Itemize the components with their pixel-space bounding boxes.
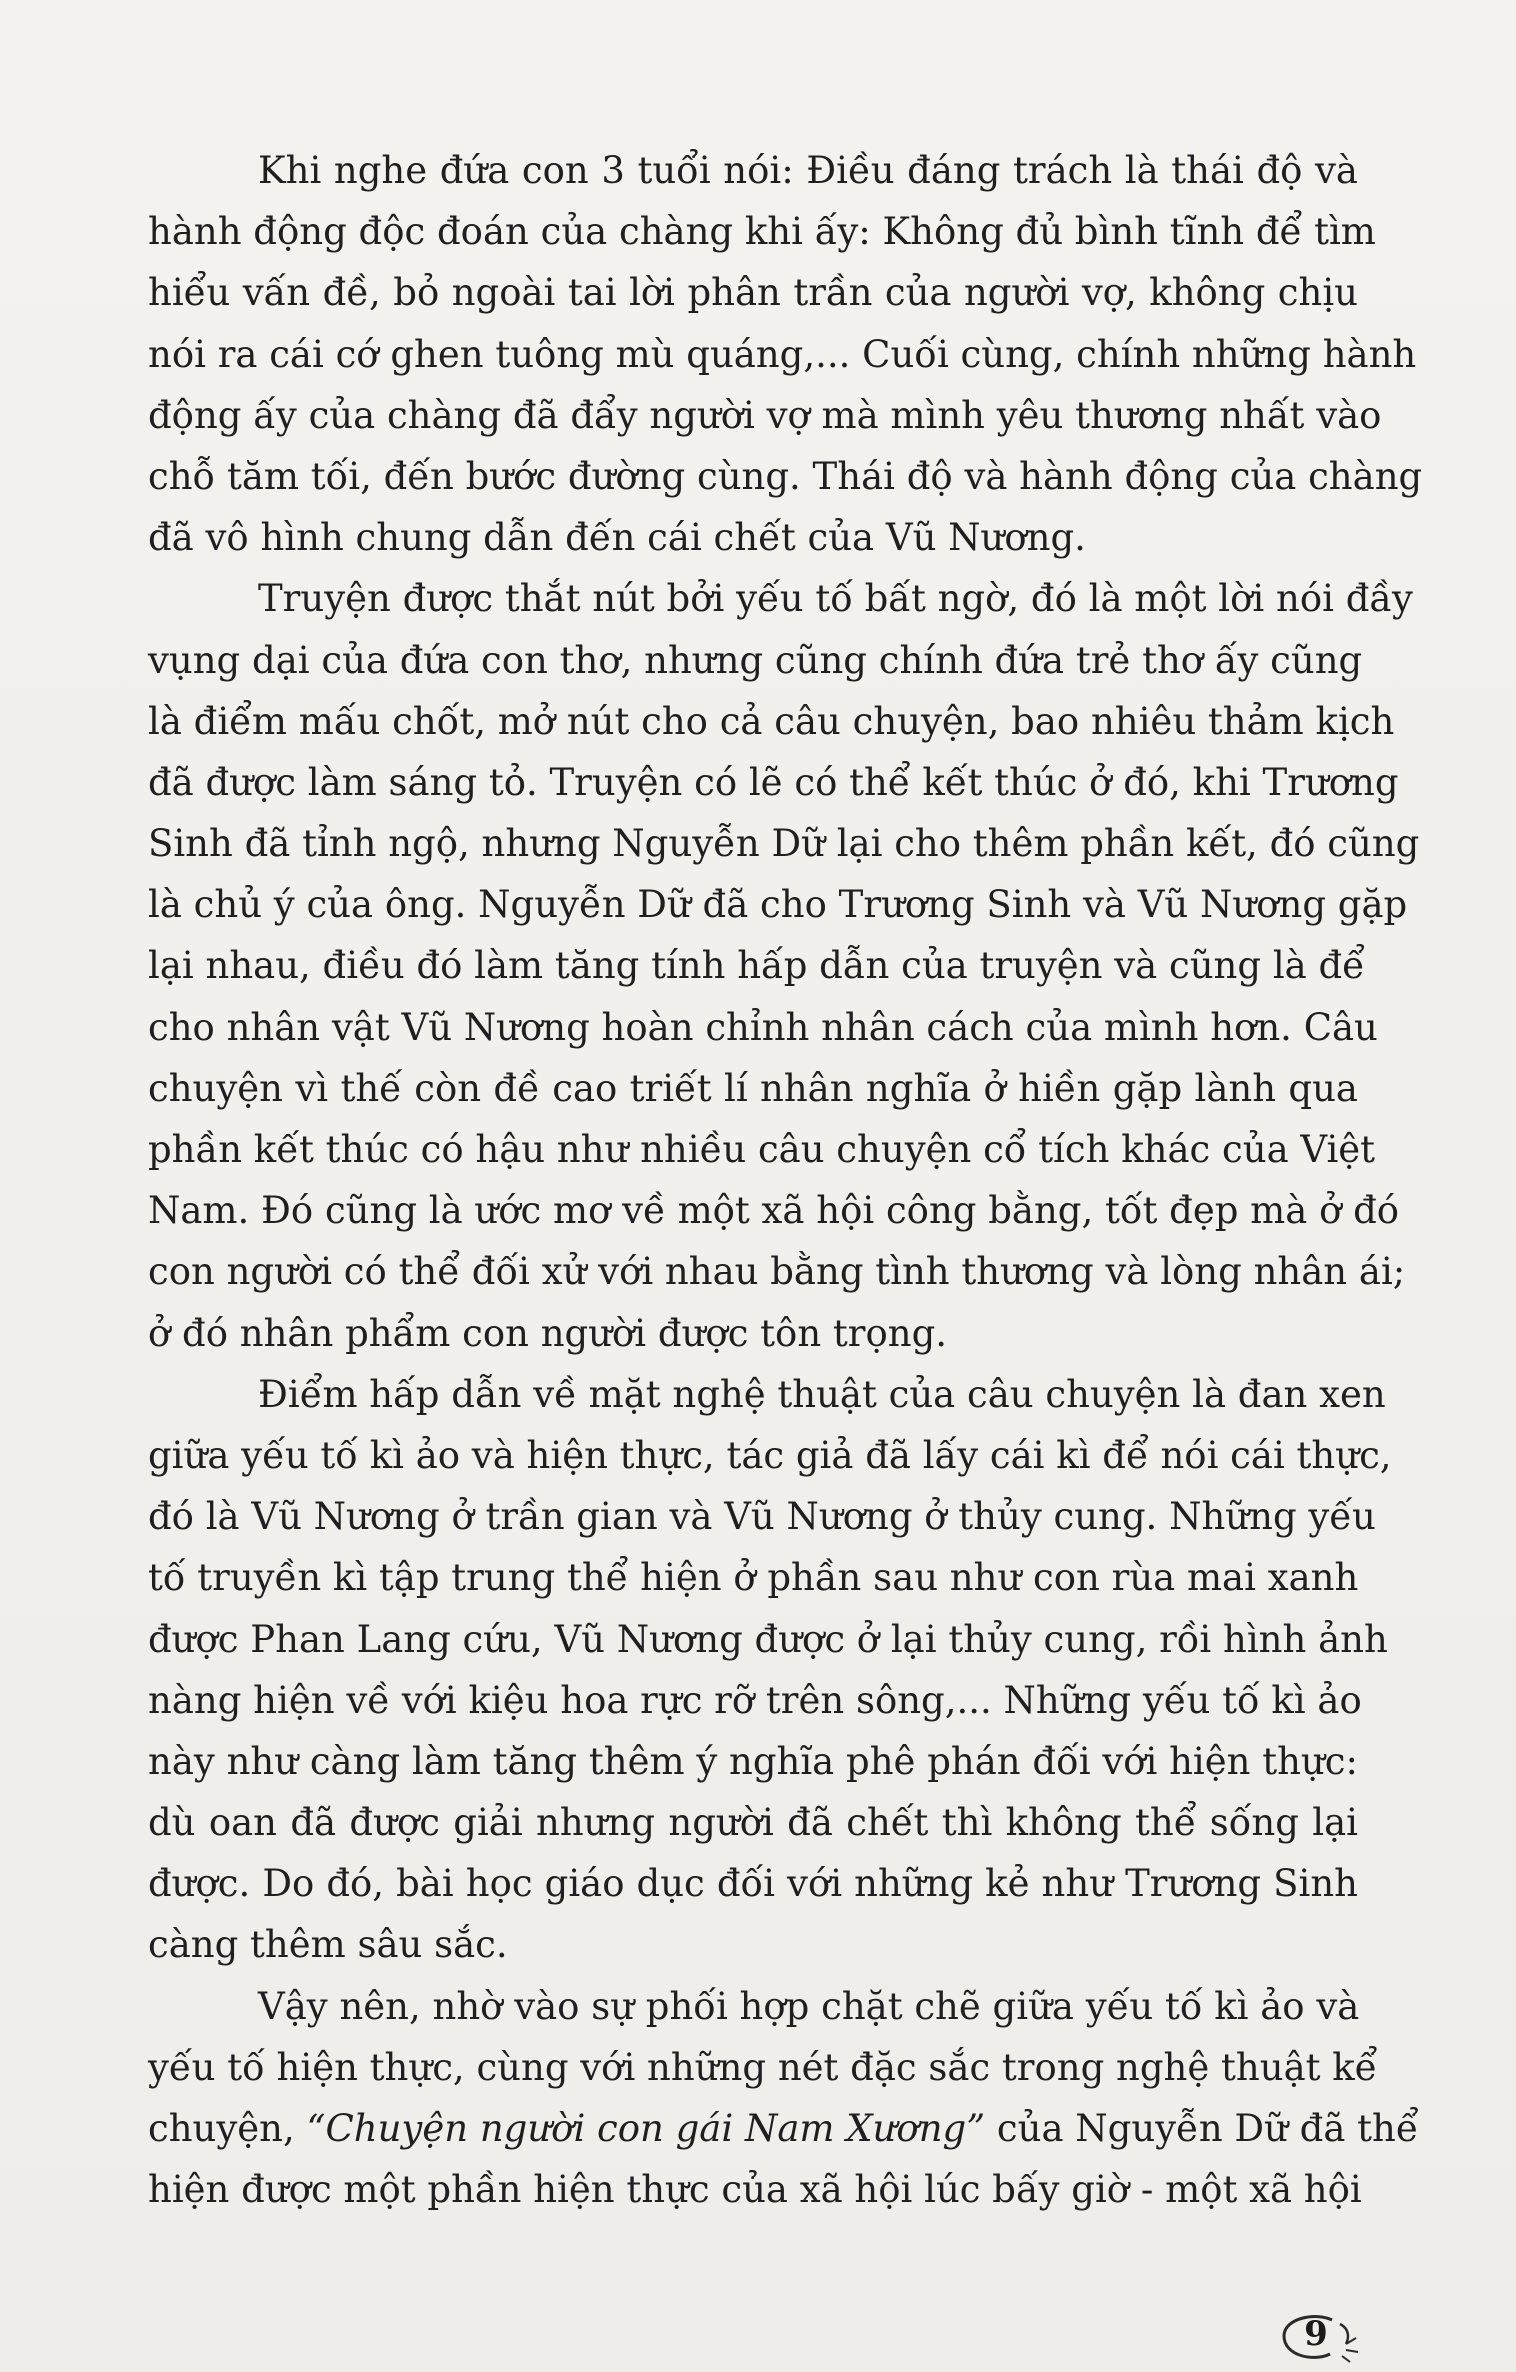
text-line: đã được làm sáng tỏ. Truyện có lẽ có thể kết thúc ở đó, khi Trương [148, 760, 1399, 804]
text-line: Nam. Đó cũng là ước mơ về một xã hội công bằng, tốt đẹp mà ở đó [148, 1189, 1400, 1233]
work-title: “Chuyện người con gái Nam Xương” [306, 2107, 986, 2150]
text-line: ở đó nhân phẩm con người được tôn trọng. [148, 1311, 948, 1355]
text-line: cho nhân vật Vũ Nương hoàn chỉnh nhân cách của mình hơn. Câu [148, 1005, 1378, 1049]
text-line: con người có thể đối xử với nhau bằng tình thương và lòng nhân ái; [148, 1250, 1406, 1294]
paragraph-3 [148, 1364, 1392, 1976]
page-text [148, 140, 1423, 2220]
text-line: đó là Vũ Nương ở trần gian và Vũ Nương ở thủy cung. Những yếu [148, 1495, 1376, 1539]
paragraph-4 [148, 1976, 1419, 2221]
paragraph-2 [148, 568, 1420, 1363]
text-line: vụng dại của đứa con thơ, nhưng cũng chính đứa trẻ thơ ấy cũng [148, 638, 1363, 682]
text-line: đã vô hình chung dẫn đến cái chết của Vũ Nương. [148, 516, 1086, 560]
text-line: tố truyền kì tập trung thể hiện ở phần sau như con rùa mai xanh [148, 1556, 1359, 1600]
text-line: là điểm mấu chốt, mở nút cho cả câu chuyện, bao nhiêu thảm kịch [148, 699, 1395, 743]
text-line: là chủ ý của ông. Nguyễn Dữ đã cho Trương Sinh và Vũ Nương gặp [148, 883, 1408, 927]
page-number-badge [1270, 2306, 1362, 2366]
text-line: phần kết thúc có hậu như nhiều câu chuyện cổ tích khác của Việt [148, 1128, 1376, 1171]
text-line: hiểu vấn đề, bỏ ngoài tai lời phân trần của người vợ, không chịu [148, 271, 1358, 315]
text-line-with-title [148, 2098, 1419, 2159]
text-line: Sinh đã tỉnh ngộ, nhưng Nguyễn Dữ lại cho thêm phần kết, đó cũng [148, 822, 1420, 866]
text-line: được. Do đó, bài học giáo dục đối với những kẻ như Trương Sinh [148, 1862, 1358, 1906]
text-line: Vậy nên, nhờ vào sự phối hợp chặt chẽ giữa yếu tố kì ảo và [258, 1984, 1360, 2028]
text-line: lại nhau, điều đó làm tăng tính hấp dẫn của truyện và cũng là để [148, 944, 1365, 988]
text-line: chỗ tăm tối, đến bước đường cùng. Thái độ và hành động của chàng [148, 454, 1423, 498]
text-line: Truyện được thắt nút bởi yếu tố bất ngờ, đó là một lời nói đầy [258, 577, 1413, 621]
text-line: hiện được một phần hiện thực của xã hội lúc bấy giờ - một xã hội [148, 2168, 1362, 2212]
text-run: của Nguyễn Dữ đã thể [985, 2107, 1419, 2150]
text-line: được Phan Lang cứu, Vũ Nương được ở lại thủy cung, rồi hình ảnh [148, 1617, 1388, 1661]
text-line: Điểm hấp dẫn về mặt nghệ thuật của câu chuyện là đan xen [258, 1372, 1386, 1416]
text-line: dù oan đã được giải nhưng người đã chết thì không thể sống lại [148, 1801, 1358, 1845]
text-line: này như càng làm tăng thêm ý nghĩa phê phán đối với hiện thực: [148, 1739, 1358, 1783]
text-line: hành động độc đoán của chàng khi ấy: Không đủ bình tĩnh để tìm [148, 210, 1376, 254]
text-line: chuyện vì thế còn đề cao triết lí nhân nghĩa ở hiền gặp lành qua [148, 1066, 1358, 1110]
text-run: chuyện, [148, 2107, 307, 2150]
text-line: nói ra cái cớ ghen tuông mù quáng,... Cuối cùng, chính những hành [148, 332, 1417, 376]
text-line: càng thêm sâu sắc. [148, 1923, 508, 1967]
text-line: Khi nghe đứa con 3 tuổi nói: Điều đáng trách là thái độ và [258, 149, 1358, 192]
text-line: động ấy của chàng đã đẩy người vợ mà mình yêu thương nhất vào [148, 393, 1382, 437]
paragraph-1 [148, 140, 1423, 568]
page-number: 9 [1304, 2314, 1328, 2354]
text-line: giữa yếu tố kì ảo và hiện thực, tác giả đã lấy cái kì để nói cái thực, [148, 1433, 1392, 1477]
text-line: yếu tố hiện thực, cùng với những nét đặc sắc trong nghệ thuật kể [148, 2045, 1378, 2089]
text-line: nàng hiện về với kiệu hoa rực rỡ trên sông,... Những yếu tố kì ảo [148, 1678, 1362, 1722]
